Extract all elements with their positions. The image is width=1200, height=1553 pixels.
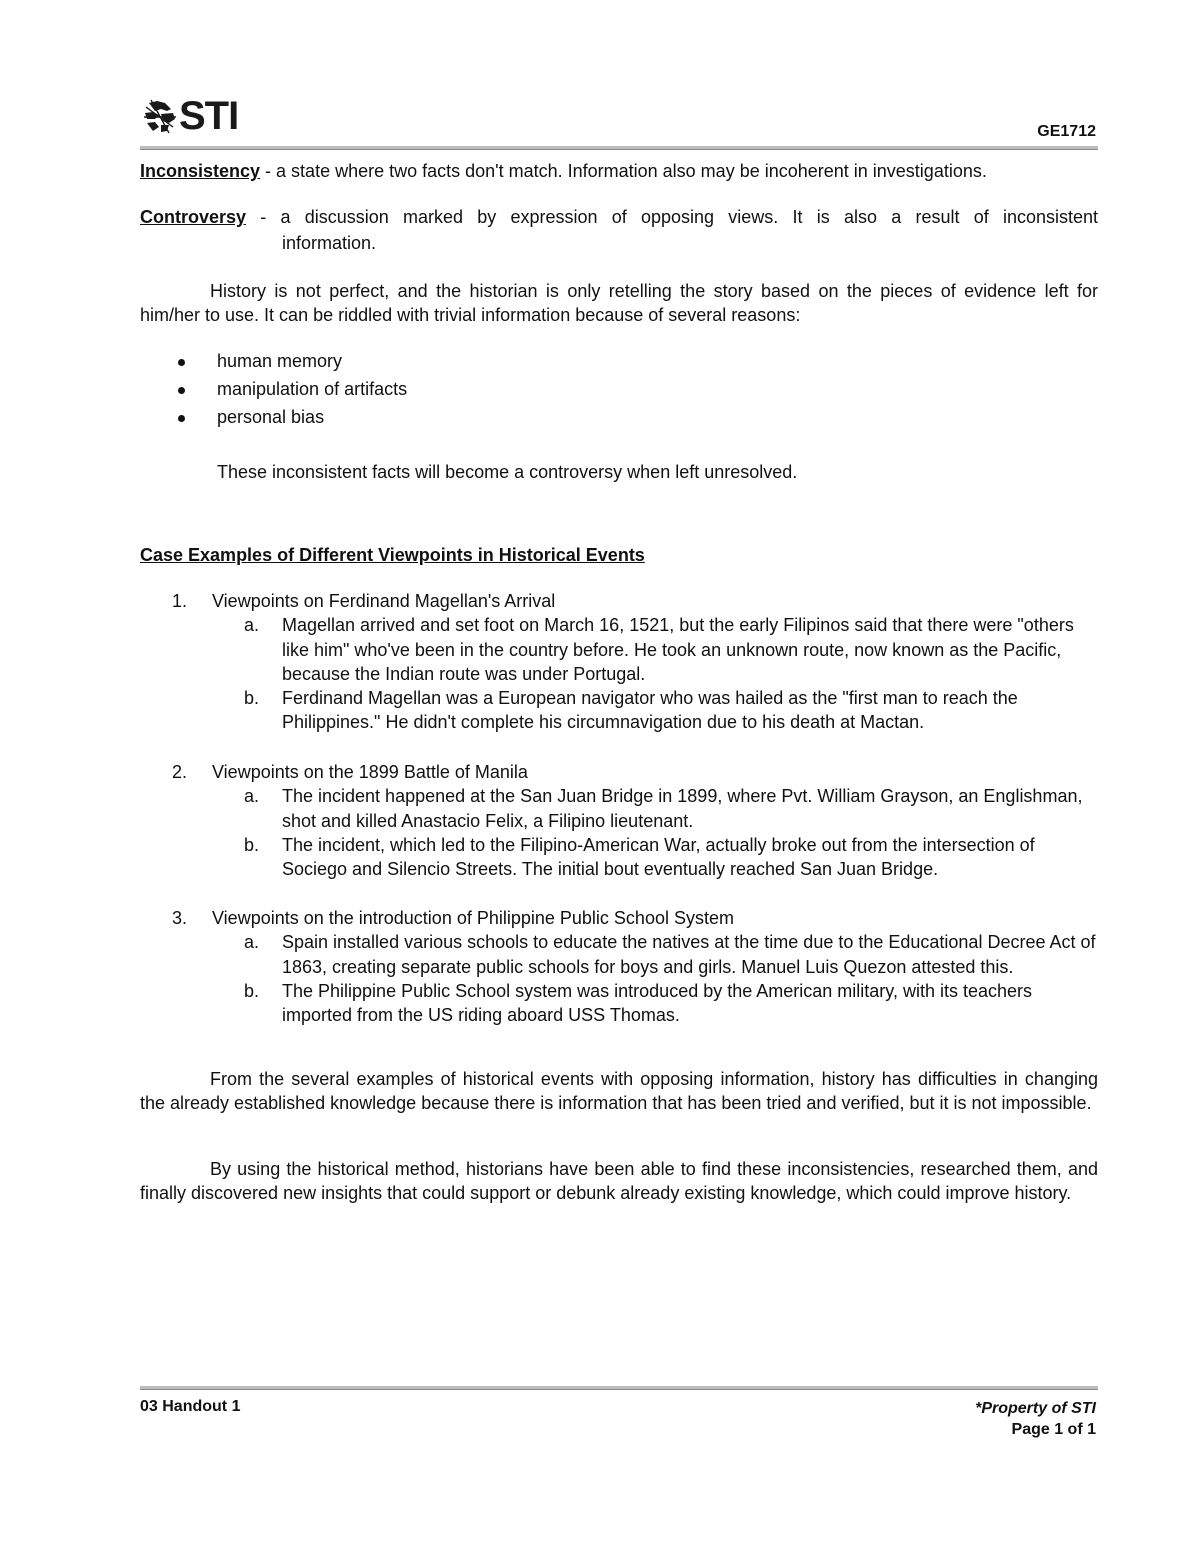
- footer-divider: [140, 1386, 1098, 1390]
- document-code: GE1712: [1037, 123, 1096, 140]
- case-number: 3.: [172, 908, 188, 928]
- logo-text: STI: [179, 94, 239, 138]
- closing-paragraph: From the several examples of historical events with opposing information, history has difficulties in changing the already established knowledge because there is information that has been tried and verified, but it is not impossible.: [140, 1069, 1098, 1113]
- sti-logo: [143, 96, 238, 136]
- case-subitem: [244, 833, 1102, 882]
- definition-continuation: information.: [282, 233, 377, 253]
- handout-label: 03 Handout 1: [140, 1398, 241, 1415]
- bullet-icon: [178, 359, 185, 366]
- definition-controversy: [140, 206, 1098, 230]
- definition-inconsistency: [140, 160, 1098, 184]
- subitem-letter: b.: [244, 980, 260, 1001]
- closing-paragraph: By using the historical method, historians have been able to find these inconsistencies, researched them, and finally discovered new insights that could support or debunk already existing knowledge, which could improve history.: [140, 1159, 1098, 1203]
- case-title: Viewpoints on Ferdinand Magellan's Arrival: [212, 591, 556, 611]
- intro-paragraph: History is not perfect, and the historian is only retelling the story based on the pieces of evidence left for him/her to use. It can be riddled with trivial information because of several reasons:: [140, 281, 1098, 325]
- reasons-conclusion: These inconsistent facts will become a controversy when left unresolved.: [217, 462, 798, 482]
- subitem-text: Spain installed various schools to educate the natives at the time due to the Educational Decree Act of 1863, creating separate public schools for boys and girls. Manuel Luis Quezon attested this.: [282, 932, 1096, 977]
- subitem-text: Ferdinand Magellan was a European navigator who was hailed as the "first man to reach the Philippines." He didn't complete his circumnavigation due to his death at Mactan.: [282, 688, 1018, 733]
- bullet-icon: [178, 387, 185, 394]
- list-item: manipulation of artifacts: [170, 378, 407, 406]
- subitem-letter: b.: [244, 834, 260, 855]
- definition-term: Controversy: [140, 207, 247, 227]
- page-number: Page 1 of 1: [1011, 1421, 1096, 1438]
- case-subitem: [244, 784, 1102, 833]
- subitem-letter: a.: [244, 786, 260, 807]
- case-title: Viewpoints on the 1899 Battle of Manila: [212, 762, 528, 782]
- definition-term: Inconsistency: [140, 161, 261, 181]
- case-number: 2.: [172, 762, 188, 782]
- case-item: [172, 760, 1102, 881]
- case-title: Viewpoints on the introduction of Philippine Public School System: [212, 908, 734, 928]
- case-subitem: [244, 613, 1102, 686]
- section-title: Case Examples of Different Viewpoints in Historical Events: [140, 545, 645, 565]
- case-item: [172, 589, 1102, 735]
- subitem-letter: a.: [244, 615, 260, 636]
- definition-text: - a discussion marked by expression of opposing views. It is also a result of inconsistent: [246, 207, 1098, 227]
- subitem-text: The incident happened at the San Juan Bridge in 1899, where Pvt. William Grayson, an Englishman, shot and killed Anastacio Felix, a Filipino lieutenant.: [282, 786, 1083, 831]
- subitem-letter: a.: [244, 932, 260, 953]
- case-subitem: [244, 930, 1102, 979]
- reasons-list: [170, 350, 407, 434]
- case-subitem: [244, 979, 1102, 1028]
- case-subitem: [244, 686, 1102, 735]
- footer-info: [975, 1398, 1096, 1440]
- bullet-icon: [178, 415, 185, 422]
- header-divider: [140, 146, 1098, 150]
- globe-icon: [143, 97, 177, 135]
- property-notice: *Property of STI: [975, 1400, 1096, 1417]
- case-number: 1.: [172, 591, 188, 611]
- subitem-text: The Philippine Public School system was introduced by the American military, with its teachers imported from the US riding aboard USS Thomas.: [282, 980, 1032, 1026]
- list-item: human memory: [170, 350, 407, 378]
- subitem-text: The incident, which led to the Filipino-American War, actually broke out from the intersection of Sociego and Silencio Streets. The initial bout eventually reached San Juan Bridge.: [282, 834, 1035, 880]
- list-item: personal bias: [170, 406, 407, 434]
- definition-text: - a state where two facts don't match. Information also may be incoherent in investigations.: [260, 161, 987, 181]
- case-item: [172, 906, 1102, 1027]
- subitem-text: Magellan arrived and set foot on March 16, 1521, but the early Filipinos said that there were "others like him" who've been in the country before. He took an unknown route, now known as the Pacific, because the Indian route was under Portugal.: [282, 615, 1074, 684]
- subitem-letter: b.: [244, 688, 260, 709]
